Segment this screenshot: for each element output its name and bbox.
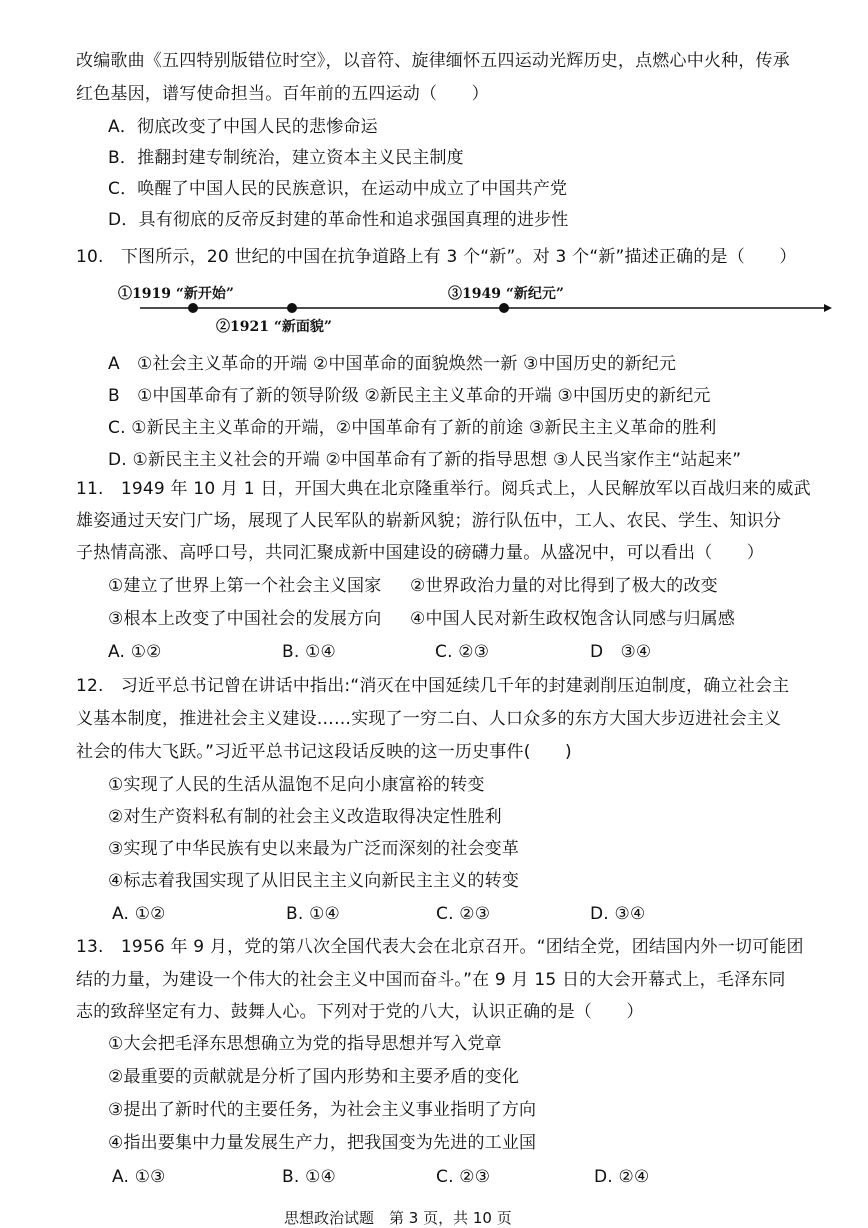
- q13-stem-line1: 13. 1956 年 9 月，党的第八次全国代表大会在北京召开。“团结全党，团结国内外一切可能团: [76, 937, 804, 957]
- q10-option-d: D. ①新民主主义社会的开端 ②中国革命有了新的指导思想 ③人民当家作主“站起来”: [108, 450, 742, 470]
- q12-answer-a: A. ①②: [112, 904, 166, 924]
- q12-item-1: ①实现了人民的生活从温饱不足向小康富裕的转变: [108, 775, 485, 795]
- q9-option-c: C．唤醒了中国人民的民族意识，在运动中成立了中国共产党: [108, 179, 568, 199]
- q12-item-2: ②对生产资料私有制的社会主义改造取得决定性胜利: [108, 807, 502, 827]
- q11-item-2: ②世界政治力量的对比得到了极大的改变: [410, 576, 718, 596]
- timeline-label-1919: ①1919 “新开始”: [118, 286, 234, 302]
- q9-stem-line2: 红色基因，谱写使命担当。百年前的五四运动（ ）: [76, 84, 489, 104]
- q11-item-3: ③根本上改变了中国社会的发展方向: [108, 609, 382, 629]
- timeline-label-1921: ②1921 “新面貌”: [216, 319, 332, 335]
- timeline-arrow: [824, 304, 832, 312]
- q11-item-1: ①建立了世界上第一个社会主义国家: [108, 576, 382, 596]
- q9-option-d: D．具有彻底的反帝反封建的革命性和追求强国真理的进步性: [108, 210, 569, 230]
- q13-stem-line3: 志的致辞坚定有力、鼓舞人心。下列对于党的八大，认识正确的是（ ）: [76, 1002, 644, 1022]
- q11-answer-b: B. ①④: [282, 642, 336, 662]
- q11-stem-line3: 子热情高涨、高呼口号，共同汇聚成新中国建设的磅礴力量。从盛况中，可以看出（ ）: [76, 543, 764, 563]
- q9-option-a: A．彻底改变了中国人民的悲惨命运: [108, 117, 378, 137]
- q13-item-3: ③提出了新时代的主要任务，为社会主义事业指明了方向: [108, 1100, 537, 1120]
- q12-answer-c: C. ②③: [436, 904, 491, 924]
- timeline-dot-1921: [287, 303, 297, 313]
- q9-stem-line1: 改编歌曲《五四特别版错位时空》，以音符、旋律缅怀五四运动光辉历史，点燃心中火种，传承: [76, 51, 790, 71]
- timeline-label-1949: ③1949 “新纪元”: [448, 286, 564, 302]
- q13-answer-a: A. ①③: [112, 1167, 166, 1187]
- q10-stem: 10. 下图所示，20 世纪的中国在抗争道路上有 3 个“新”。对 3 个“新”描述正确的是（ ）: [76, 247, 797, 267]
- q12-item-4: ④标志着我国实现了从旧民主主义向新民主主义的转变: [108, 871, 520, 891]
- q13-item-4: ④指出要集中力量发展生产力，把我国变为先进的工业国: [108, 1133, 537, 1153]
- q11-item-4: ④中国人民对新生政权饱含认同感与归属感: [410, 609, 736, 629]
- q12-stem-line2: 义基本制度，推进社会主义建设……实现了一穷二白、人口众多的东方大国大步迈进社会主义: [76, 709, 782, 729]
- q10-timeline: [112, 283, 832, 333]
- q11-stem-line2: 雄姿通过天安门广场，展现了人民军队的崭新风貌；游行队伍中，工人、农民、学生、知识分: [76, 511, 782, 531]
- q13-item-2: ②最重要的贡献就是分析了国内形势和主要矛盾的变化: [108, 1067, 520, 1087]
- q13-item-1: ①大会把毛泽东思想确立为党的指导思想并写入党章: [108, 1034, 502, 1054]
- q12-stem-line3: 社会的伟大飞跃。”习近平总书记这段话反映的这一历史事件( ): [76, 742, 572, 762]
- q12-answer-d: D. ③④: [590, 904, 646, 924]
- q11-stem-line1: 11. 1949 年 10 月 1 日，开国大典在北京隆重举行。阅兵式上，人民解放军以百战归来的威武: [76, 479, 811, 499]
- q10-option-a: A ①社会主义革命的开端 ②中国革命的面貌焕然一新 ③中国历史的新纪元: [108, 354, 677, 374]
- q10-option-c: C. ①新民主主义革命的开端，②中国革命有了新的前途 ③新民主主义革命的胜利: [108, 418, 717, 438]
- timeline-dot-1919: [188, 303, 198, 313]
- timeline-dot-1949: [499, 303, 509, 313]
- q11-answer-d: D ③④: [590, 642, 652, 662]
- q9-option-b: B．推翻封建专制统治，建立资本主义民主制度: [108, 148, 464, 168]
- q12-item-3: ③实现了中华民族有史以来最为广泛而深刻的社会变革: [108, 839, 520, 859]
- q13-stem-line2: 结的力量，为建设一个伟大的社会主义中国而奋斗。”在 9 月 15 日的大会开幕式上，毛泽东同: [76, 970, 786, 990]
- page-footer: 思想政治试题 第 3 页，共 10 页: [284, 1209, 512, 1227]
- q11-answer-a: A. ①②: [108, 642, 162, 662]
- q13-answer-b: B. ①④: [282, 1167, 336, 1187]
- q10-option-b: B ①中国革命有了新的领导阶级 ②新民主主义革命的开端 ③中国历史的新纪元: [108, 386, 711, 406]
- q12-answer-b: B. ①④: [286, 904, 340, 924]
- q12-stem-line1: 12. 习近平总书记曾在讲话中指出:“消灭在中国延续几千年的封建剥削压迫制度，确立社会主: [76, 676, 790, 696]
- q13-answer-c: C. ②③: [436, 1167, 491, 1187]
- q11-answer-c: C. ②③: [435, 642, 490, 662]
- q13-answer-d: D. ②④: [594, 1167, 650, 1187]
